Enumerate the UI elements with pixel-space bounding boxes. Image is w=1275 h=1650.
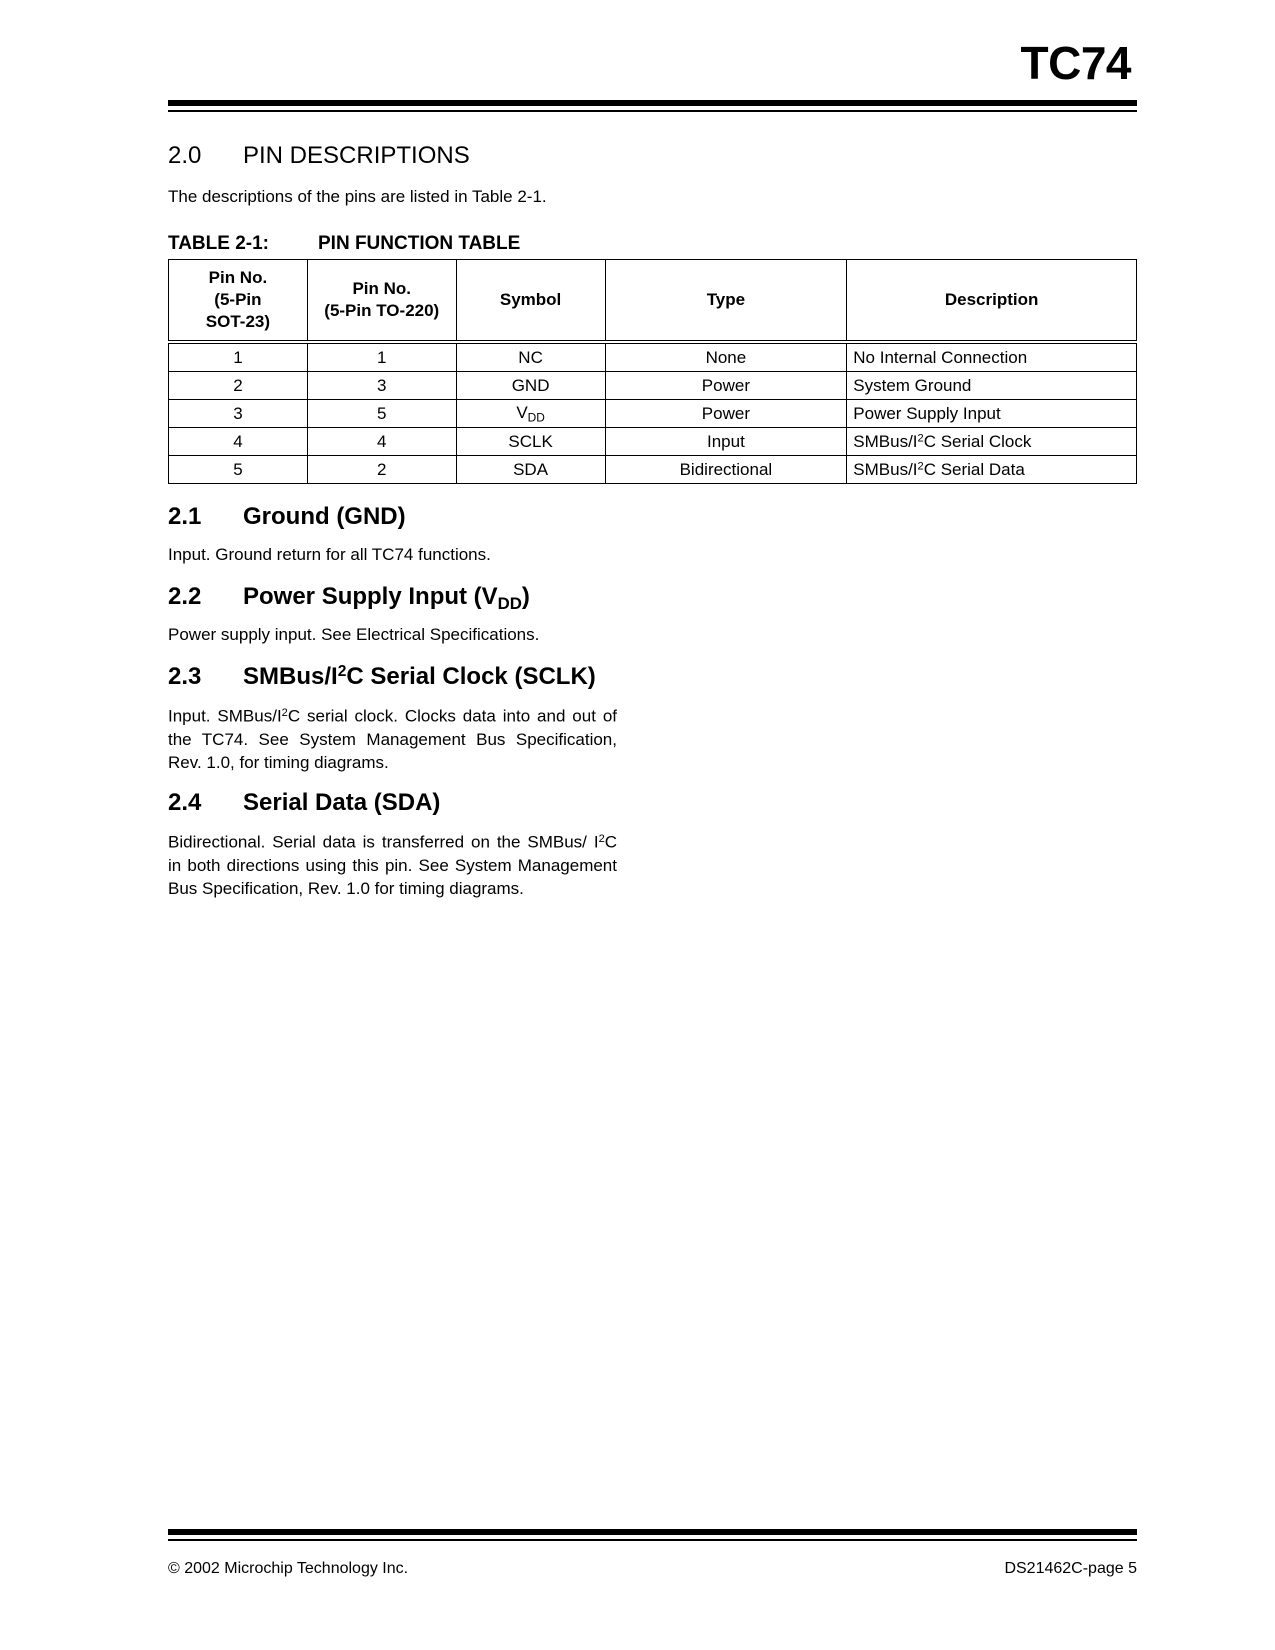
section-number: 2.4 (168, 789, 202, 816)
cell-description: System Ground (847, 372, 1137, 400)
section-2-3-body: Input. SMBus/$I^2C$ serial clock. Clocks data into and out of the TC74. See System Management Bus Specification, Rev. 1.0, for timing diagrams. (168, 706, 617, 772)
header-pin-sot23: Pin No. (5-Pin SOT-23) (169, 260, 308, 343)
section-heading-2-1 (168, 503, 406, 531)
cell-sot23: 5 (169, 456, 308, 484)
cell-to220: 1 (307, 342, 456, 372)
table-row (169, 400, 1137, 428)
footer-page-ref: DS21462C-page 5 (1004, 1560, 1137, 1577)
cell-type: Power (605, 400, 847, 428)
cell-sot23: 3 (169, 400, 308, 428)
section-2-4-body: Bidirectional. Serial data is transferred on the SMBus/ $I^2C$ in both directions using this pin. See System Management Bus Specification, Rev. 1.0 for timing diagrams. (168, 832, 617, 898)
section-title: Ground (GND) (243, 503, 406, 530)
page-title: TC74 (1020, 37, 1131, 89)
cell-to220: 3 (307, 372, 456, 400)
cell-type: Input (605, 428, 847, 456)
section-heading-2-0 (168, 142, 470, 170)
cell-symbol: $V_{DD}$ (456, 400, 605, 428)
cell-to220: 4 (307, 428, 456, 456)
section-2-1-body: Input. Ground return for all TC74 functions. (168, 545, 491, 564)
header-rule-thick (168, 100, 1137, 106)
table-row (169, 456, 1137, 484)
cell-description: No Internal Connection (847, 342, 1137, 372)
cell-sot23: 2 (169, 372, 308, 400)
table-row (169, 342, 1137, 372)
table-caption (168, 233, 520, 255)
footer-rule-thin (168, 1539, 1137, 1541)
header-pin-to220: Pin No. (5-Pin TO-220) (307, 260, 456, 343)
section-heading-2-3 (168, 663, 596, 691)
section-number: 2.2 (168, 583, 202, 610)
pin-function-table (168, 259, 1137, 484)
cell-type: Power (605, 372, 847, 400)
section-title: SMBus/$I^2C$ Serial Clock (SCLK) (243, 663, 596, 690)
table-caption-number: TABLE 2-1: (168, 233, 269, 254)
section-number: 2.1 (168, 503, 202, 530)
cell-description: SMBus/$I^2C$ Serial Clock (847, 428, 1137, 456)
cell-symbol: SCLK (456, 428, 605, 456)
section-title: Power Supply Input $(V_{DD})$ (243, 583, 530, 614)
section-heading-2-4 (168, 789, 440, 817)
cell-description: Power Supply Input (847, 400, 1137, 428)
header-rule-thin (168, 110, 1137, 112)
section-title: Serial Data (SDA) (243, 789, 441, 816)
header-description: Description (847, 260, 1137, 343)
table-caption-title: PIN FUNCTION TABLE (318, 233, 521, 254)
section-heading-2-2 (168, 583, 530, 614)
header-symbol: Symbol (456, 260, 605, 343)
cell-to220: 2 (307, 456, 456, 484)
footer-copyright: © 2002 Microchip Technology Inc. (168, 1560, 409, 1577)
section-2-2-body: Power supply input. See Electrical Specifications. (168, 625, 540, 644)
section-number: 2.0 (168, 142, 202, 169)
cell-symbol: NC (456, 342, 605, 372)
cell-to220: 5 (307, 400, 456, 428)
footer-rule-thick (168, 1529, 1137, 1535)
cell-symbol: SDA (456, 456, 605, 484)
section-title: PIN DESCRIPTIONS (243, 142, 470, 169)
cell-type: None (605, 342, 847, 372)
cell-symbol: GND (456, 372, 605, 400)
section-2-0-intro: The descriptions of the pins are listed in Table 2-1. (168, 187, 547, 206)
cell-sot23: 4 (169, 428, 308, 456)
table-row (169, 372, 1137, 400)
table-row (169, 428, 1137, 456)
cell-type: Bidirectional (605, 456, 847, 484)
header-type: Type (605, 260, 847, 343)
cell-description: SMBus/$I^2C$ Serial Data (847, 456, 1137, 484)
section-number: 2.3 (168, 663, 202, 690)
table-header-row (169, 260, 1137, 343)
cell-sot23: 1 (169, 342, 308, 372)
